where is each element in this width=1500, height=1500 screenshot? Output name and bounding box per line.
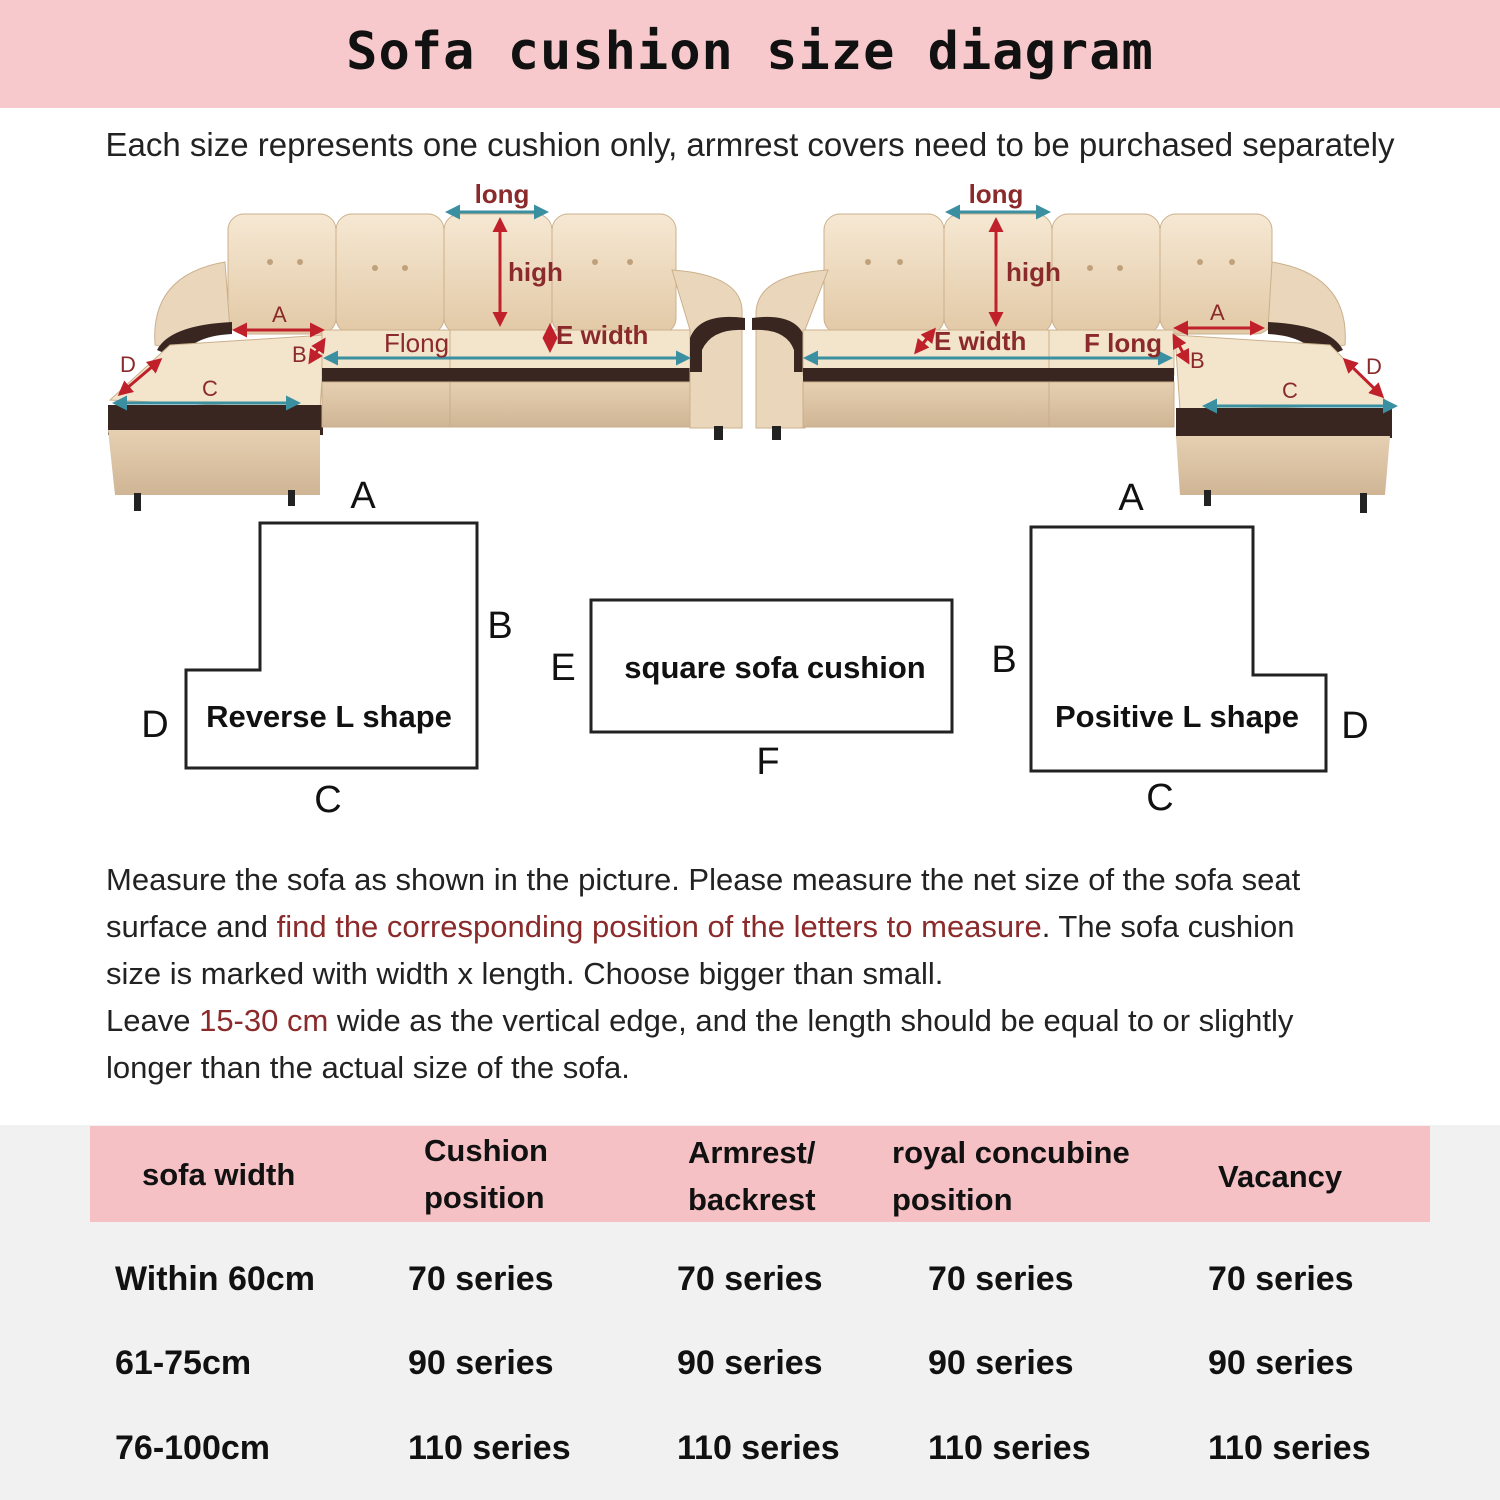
- table-cell-royal: 70 series: [928, 1260, 1074, 1298]
- b-label-left: B: [292, 342, 307, 367]
- instruction-line-4: [106, 997, 1446, 1044]
- a-label-right: A: [1210, 300, 1225, 325]
- table-cell-royal: 90 series: [928, 1344, 1074, 1382]
- positive-l-b-label: B: [991, 639, 1017, 681]
- positive-l-c-label: C: [1146, 777, 1174, 819]
- d-label-left: D: [120, 352, 136, 377]
- table-cell-cushion: 70 series: [408, 1260, 554, 1298]
- header-cushion-position: [424, 1127, 548, 1221]
- positive-l-d-label: D: [1341, 705, 1369, 747]
- square-cushion-label: square sofa cushion: [624, 650, 926, 685]
- long-label-right: long: [968, 179, 1024, 209]
- table-cell-armrest: 90 series: [677, 1344, 823, 1382]
- e-width-label-right: E width: [934, 326, 1027, 356]
- f-long-label-right: F long: [1084, 328, 1162, 358]
- header-royal-line-2: position: [892, 1182, 1013, 1217]
- high-label-right: high: [1006, 257, 1061, 287]
- instruction-line-3: size is marked with width x length. Choose bigger than small.: [106, 956, 944, 991]
- header-armrest-backrest: [688, 1129, 816, 1223]
- positive-l-shape-outline: [1031, 527, 1326, 771]
- table-cell-vacancy: 90 series: [1208, 1344, 1354, 1382]
- c-label-right: C: [1282, 378, 1298, 403]
- page-title: Sofa cushion size diagram: [346, 22, 1154, 82]
- instruction-line-2-start: surface and: [106, 909, 277, 944]
- reverse-l-c-label: C: [314, 779, 342, 821]
- a-label-left: A: [272, 302, 287, 327]
- instruction-highlight-letters: find the corresponding position of the letters to measure: [276, 909, 1042, 944]
- instruction-line-4-end: wide as the vertical edge, and the length should be equal to or slightly: [328, 1003, 1294, 1038]
- right-sofa-illustration: [752, 214, 1392, 513]
- table-cell-sofa-width: 76-100cm: [115, 1429, 271, 1467]
- reverse-l-b-label: B: [487, 605, 513, 647]
- header-armrest-line-1: Armrest/: [688, 1135, 816, 1170]
- instruction-line-2: [106, 903, 1446, 950]
- instruction-line-5: longer than the actual size of the sofa.: [106, 1050, 630, 1085]
- header-royal-line-1: royal concubine: [892, 1135, 1130, 1170]
- subtitle: Each size represents one cushion only, armrest covers need to be purchased separately: [105, 126, 1395, 163]
- positive-l-shape-label: Positive L shape: [1054, 699, 1300, 734]
- table-cell-vacancy: 110 series: [1208, 1429, 1371, 1467]
- c-label-left: C: [202, 376, 218, 401]
- high-label-left: high: [508, 257, 563, 287]
- instruction-highlight-range: 15-30 cm: [199, 1003, 329, 1038]
- table-cell-armrest: 110 series: [677, 1429, 840, 1467]
- table-cell-sofa-width: Within 60cm: [115, 1260, 315, 1298]
- left-sofa-illustration: [108, 214, 745, 511]
- reverse-l-d-label: D: [141, 704, 169, 746]
- reverse-l-shape-label: Reverse L shape: [206, 699, 452, 734]
- measurement-instructions: [106, 856, 1446, 1091]
- square-f-label: F: [756, 741, 780, 783]
- b-label-right: B: [1190, 348, 1205, 373]
- instruction-line-4-start: Leave: [106, 1003, 200, 1038]
- header-cushion-line-1: Cushion: [424, 1133, 548, 1168]
- sofa-measurement-diagram: [0, 170, 1500, 830]
- f-long-label-left: Flong: [384, 328, 450, 358]
- table-cell-royal: 110 series: [928, 1429, 1091, 1467]
- table-cell-armrest: 70 series: [677, 1260, 823, 1298]
- positive-l-a-label: A: [1118, 477, 1144, 519]
- header-vacancy: Vacancy: [1218, 1159, 1343, 1194]
- square-e-label: E: [550, 647, 576, 689]
- long-label-left: long: [474, 179, 530, 209]
- reverse-l-a-label: A: [350, 475, 376, 517]
- table-cell-sofa-width: 61-75cm: [115, 1344, 252, 1382]
- table-cell-vacancy: 70 series: [1208, 1260, 1354, 1298]
- e-width-label-left: E width: [556, 320, 649, 350]
- header-sofa-width: sofa width: [142, 1157, 296, 1192]
- table-cell-cushion: 110 series: [408, 1429, 571, 1467]
- table-cell-cushion: 90 series: [408, 1344, 554, 1382]
- instruction-line-1: Measure the sofa as shown in the picture. Please measure the net size of the sofa seat: [106, 862, 1301, 897]
- header-cushion-line-2: position: [424, 1180, 545, 1215]
- header-armrest-line-2: backrest: [688, 1182, 816, 1217]
- header-royal-concubine-position: [892, 1129, 1130, 1223]
- instruction-line-2-end: . The sofa cushion: [1041, 909, 1295, 944]
- d-label-right: D: [1366, 354, 1382, 379]
